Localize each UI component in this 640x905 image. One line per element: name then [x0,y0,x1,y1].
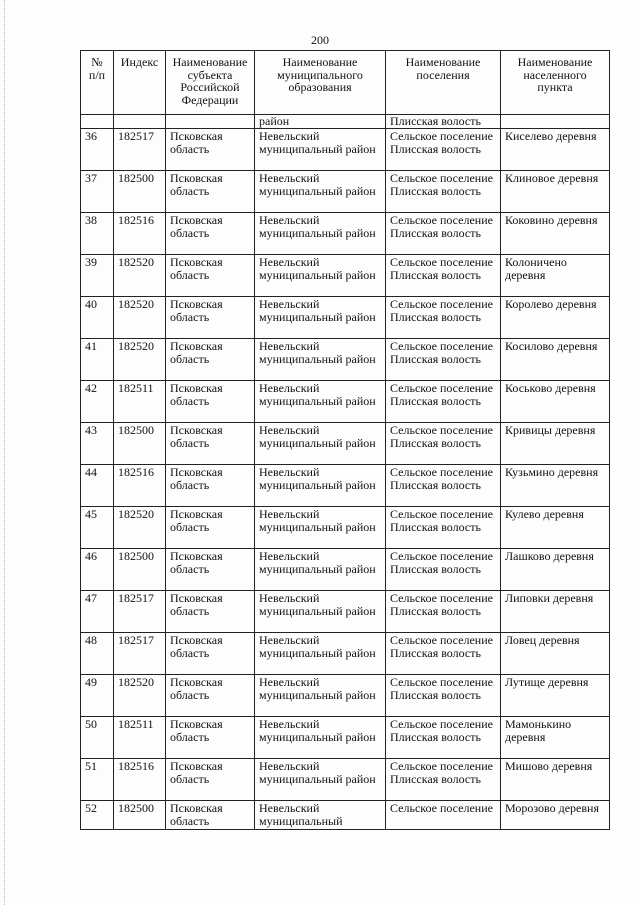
table-row [81,465,610,507]
cell-num: 47 [81,591,114,633]
table-row [81,171,610,213]
cell-index: 182516 [114,759,166,801]
table-row [81,507,610,549]
cell-subject: Псковская область [166,213,255,255]
cell-municipality: Невельский муниципальный район [255,675,386,717]
cell-subject: Псковская область [166,297,255,339]
cell-settlement: Сельское поселение Плисская волость [386,759,501,801]
cell-municipality: Невельский муниципальный район [255,213,386,255]
cell-num: 48 [81,633,114,675]
page-number: 200 [311,33,329,47]
table-row [81,339,610,381]
cell-locality: Колоничено деревня [501,255,610,297]
cell-subject: Псковская область [166,255,255,297]
table-row [81,297,610,339]
cell-subject: Псковская область [166,633,255,675]
table-row [81,423,610,465]
cell-settlement: Сельское поселение Плисская волость [386,255,501,297]
cell-municipality: Невельский муниципальный район [255,297,386,339]
scan-edge-line [4,0,5,905]
cell-index: 182516 [114,213,166,255]
cell-settlement: Сельское поселение Плисская волость [386,381,501,423]
cell-index: 182520 [114,255,166,297]
cell-index: 182520 [114,507,166,549]
cell-municipality: Невельский муниципальный район [255,171,386,213]
cell-locality: Лутище деревня [501,675,610,717]
header-num: № п/п [81,51,114,115]
cell-index: 182500 [114,549,166,591]
cell-locality: Кулево деревня [501,507,610,549]
cell-num: 43 [81,423,114,465]
cell-num: 46 [81,549,114,591]
cell-subject: Псковская область [166,423,255,465]
cell-municipality: Невельский муниципальный район [255,339,386,381]
cell-settlement: Сельское поселение Плисская волость [386,339,501,381]
cell-subject [166,115,255,129]
cell-settlement: Плисская волость [386,115,501,129]
cell-locality: Кривицы деревня [501,423,610,465]
table-row [81,129,610,171]
cell-num [81,115,114,129]
cell-subject: Псковская область [166,591,255,633]
cell-settlement: Сельское поселение Плисская волость [386,213,501,255]
cell-municipality: Невельский муниципальный район [255,717,386,759]
table-row [81,549,610,591]
cell-municipality: Невельский муниципальный район [255,633,386,675]
cell-num: 49 [81,675,114,717]
cell-locality: Кузьмино деревня [501,465,610,507]
cell-locality [501,115,610,129]
cell-num: 36 [81,129,114,171]
cell-subject: Псковская область [166,801,255,830]
cell-locality: Коськово деревня [501,381,610,423]
cell-subject: Псковская область [166,129,255,171]
header-settlement: Наименование поселения [386,51,501,115]
cell-subject: Псковская область [166,675,255,717]
cell-num: 44 [81,465,114,507]
cell-settlement: Сельское поселение Плисская волость [386,171,501,213]
table-row [81,591,610,633]
cell-settlement: Сельское поселение Плисская волость [386,297,501,339]
table-row [81,213,610,255]
table-row [81,633,610,675]
header-locality: Наименование населенного пункта [501,51,610,115]
cell-num: 37 [81,171,114,213]
table-row [81,717,610,759]
cell-index: 182520 [114,675,166,717]
cell-settlement: Сельское поселение Плисская волость [386,129,501,171]
cell-subject: Псковская область [166,507,255,549]
cell-subject: Псковская область [166,759,255,801]
cell-locality: Ловец деревня [501,633,610,675]
localities-table [80,50,610,830]
cell-locality: Королево деревня [501,297,610,339]
table-header-row [81,51,610,115]
cell-municipality: Невельский муниципальный район [255,423,386,465]
cell-index: 182520 [114,297,166,339]
cell-settlement: Сельское поселение Плисская волость [386,591,501,633]
cell-index: 182517 [114,129,166,171]
cell-municipality: Невельский муниципальный район [255,255,386,297]
cell-index: 182511 [114,717,166,759]
table-row-last [81,801,610,830]
cell-index: 182511 [114,381,166,423]
cell-locality: Морозово деревня [501,801,610,830]
header-municipality: Наименование муниципального образования [255,51,386,115]
cell-subject: Псковская область [166,171,255,213]
cell-subject: Псковская область [166,465,255,507]
cell-subject: Псковская область [166,339,255,381]
cell-municipality: Невельский муниципальный район [255,129,386,171]
cell-settlement: Сельское поселение [386,801,501,830]
cell-num: 45 [81,507,114,549]
cell-num: 38 [81,213,114,255]
cell-locality: Коковино деревня [501,213,610,255]
cell-locality: Косилово деревня [501,339,610,381]
cell-municipality: Невельский муниципальный район [255,465,386,507]
cell-locality: Мишово деревня [501,759,610,801]
cell-municipality: Невельский муниципальный район [255,549,386,591]
cell-index: 182500 [114,801,166,830]
cell-index: 182520 [114,339,166,381]
cell-municipality: Невельский муниципальный район [255,507,386,549]
cell-index [114,115,166,129]
cell-index: 182517 [114,591,166,633]
cell-locality: Киселево деревня [501,129,610,171]
cell-locality: Мамонькино деревня [501,717,610,759]
table-row [81,255,610,297]
cell-settlement: Сельское поселение Плисская волость [386,675,501,717]
cell-num: 52 [81,801,114,830]
cell-municipality: район [255,115,386,129]
cell-locality: Лашково деревня [501,549,610,591]
cell-locality: Липовки деревня [501,591,610,633]
cell-settlement: Сельское поселение Плисская волость [386,507,501,549]
cell-settlement: Сельское поселение Плисская волость [386,465,501,507]
cell-municipality: Невельский муниципальный район [255,381,386,423]
cell-index: 182500 [114,423,166,465]
header-subject: Наименование субъекта Российской Федерации [166,51,255,115]
cell-subject: Псковская область [166,381,255,423]
cell-settlement: Сельское поселение Плисская волость [386,423,501,465]
cell-locality: Клиновое деревня [501,171,610,213]
cell-municipality: Невельский муниципальный район [255,591,386,633]
table-row [81,381,610,423]
cell-municipality: Невельский муниципальный [255,801,386,830]
cell-index: 182516 [114,465,166,507]
cell-num: 40 [81,297,114,339]
cell-subject: Псковская область [166,717,255,759]
header-index: Индекс [114,51,166,115]
cell-settlement: Сельское поселение Плисская волость [386,633,501,675]
cell-subject: Псковская область [166,549,255,591]
continuation-row [81,115,610,129]
table-row [81,675,610,717]
cell-num: 39 [81,255,114,297]
cell-num: 51 [81,759,114,801]
cell-index: 182500 [114,171,166,213]
table-row [81,759,610,801]
cell-num: 41 [81,339,114,381]
cell-index: 182517 [114,633,166,675]
cell-num: 50 [81,717,114,759]
cell-settlement: Сельское поселение Плисская волость [386,549,501,591]
cell-num: 42 [81,381,114,423]
cell-municipality: Невельский муниципальный район [255,759,386,801]
cell-settlement: Сельское поселение Плисская волость [386,717,501,759]
